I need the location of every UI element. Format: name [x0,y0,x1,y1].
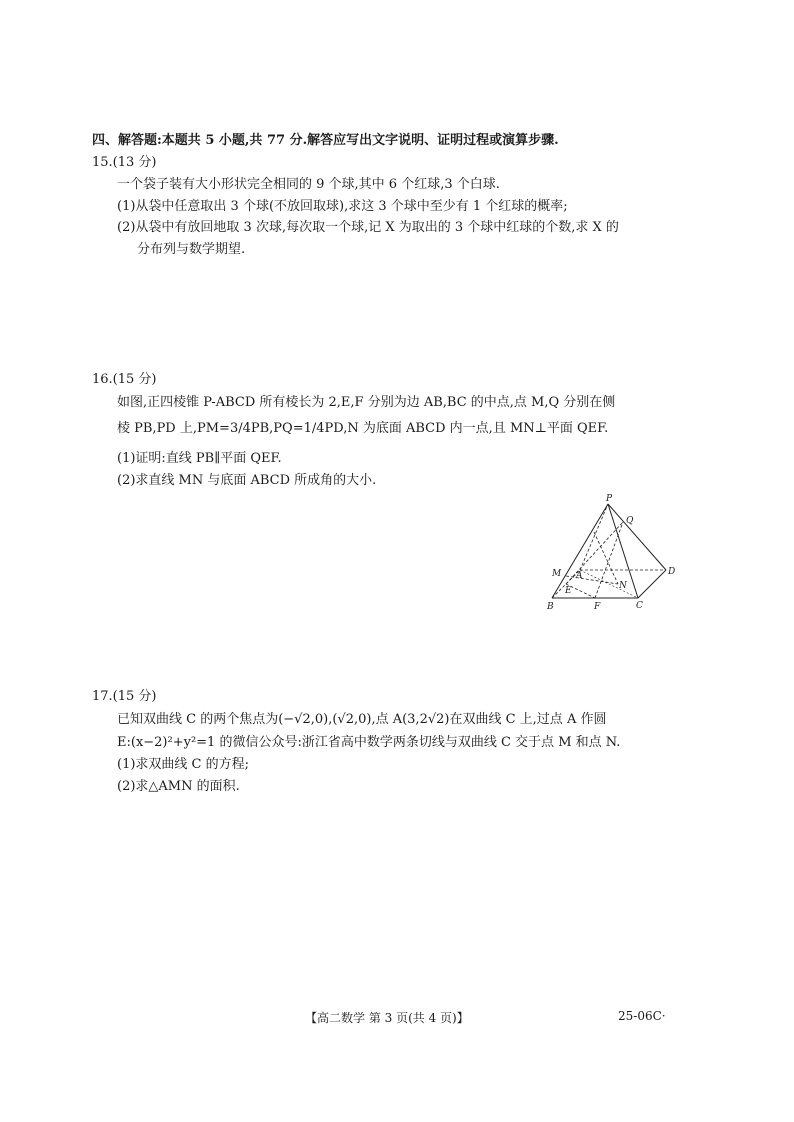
q17-stem-line2: E:(x−2)²+y²=1 的微信公众号:浙江省高中数学两条切线与双曲线 C 交于点 M 和点 N. [117,735,621,750]
q16-number: 16.(15 分) [92,372,157,387]
section-title: 四、解答题:本题共 5 小题,共 77 分.解答应写出文字说明、证明过程或演算步骤. [92,133,559,148]
q15-part2-line1: (2)从袋中有放回地取 3 次球,每次取一个球,记 X 为取出的 3 个球中红球的个数,求 X 的 [117,220,619,235]
q16-part2: (2)求直线 MN 与底面 ABCD 所成角的大小. [117,473,377,488]
q15-part2-line2: 分布列与数学期望. [137,242,246,257]
label-N: N [619,581,627,591]
label-C: C [636,601,643,611]
footer-page-info: 【高二数学 第 3 页(共 4 页)】 [305,1011,469,1025]
label-E: E [565,586,572,596]
label-M: M [552,569,562,579]
label-A: A [576,571,583,581]
label-B: B [547,602,554,612]
q17-part2: (2)求△AMN 的面积. [117,779,240,794]
label-F: F [594,602,601,612]
pyramid-diagram [540,492,685,614]
q17-part1: (1)求双曲线 C 的方程; [117,757,250,772]
q15-stem: 一个袋子装有大小形状完全相同的 9 个球,其中 6 个红球,3 个白球. [117,177,500,192]
q15-number: 15.(13 分) [92,155,157,170]
footer-code: 25-06C· [618,1009,666,1023]
pyramid-figure [540,492,685,614]
q16-stem-line2: 棱 PB,PD 上,PM=3/4PB,PQ=1/4PD,N 为底面 ABCD 内一点,且 MN⊥平面 QEF. [117,421,609,436]
q17-stem-line1: 已知双曲线 C 的两个焦点为(−√2,0),(√2,0),点 A(3,2√2)在双曲线 C 上,过点 A 作圆 [117,712,607,727]
q17-number: 17.(15 分) [92,689,157,704]
q16-part1: (1)证明:直线 PB∥平面 QEF. [117,451,282,466]
label-D: D [668,567,676,577]
q16-stem-line1: 如图,正四棱锥 P-ABCD 所有棱长为 2,E,F 分别为边 AB,BC 的中点,点 M,Q 分别在侧 [117,395,616,410]
label-Q: Q [626,516,634,526]
q15-part1: (1)从袋中任意取出 3 个球(不放回取球),求这 3 个球中至少有 1 个红球的概率; [117,199,568,214]
label-P: P [606,494,613,504]
